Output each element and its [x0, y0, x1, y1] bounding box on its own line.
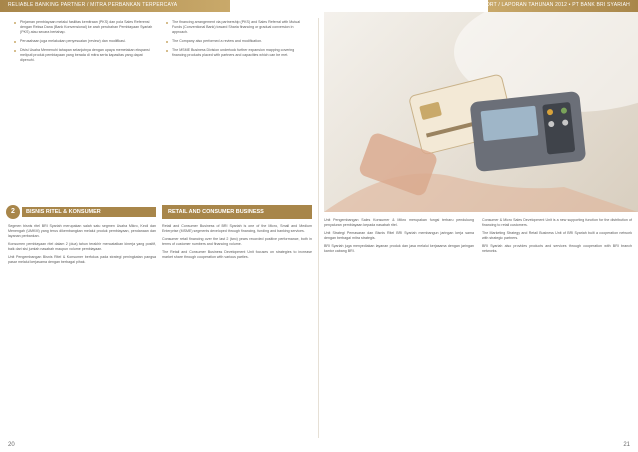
page-number-left: 20	[8, 442, 15, 448]
bullet-item: The financing arrangement via partnership (PKS) and Sales Referral with Mutual Funds (Conventional Bank) toward Sharia financing or gradual conversion in approach.	[166, 20, 306, 35]
section-number: 2	[6, 205, 20, 219]
paragraph: BRI Syariah juga menyediakan layanan produk dan jasa melalui kerjasama dengan jaringan kantor cabang BRI.	[324, 244, 474, 253]
header-right-band	[452, 0, 638, 12]
section-header-left	[6, 205, 156, 219]
bullet-item: Perusahaan juga melakukan penyesuaian (review) dan modifikasi.	[14, 39, 154, 44]
top-bullets-right	[166, 20, 306, 62]
paragraph: Consumer retail financing over the last 2 (two) years recorded positive performance, both in terms of customer numbers and financing volume.	[162, 237, 312, 246]
photo-illustration	[324, 12, 638, 212]
header-left-band	[0, 0, 230, 12]
body-left	[8, 224, 156, 268]
paragraph: Retail and Consumer Business of BRI Syariah is one of the Micro, Small and Medium Enterprise (MSME) segments developed through financing, funding and banking services.	[162, 224, 312, 233]
paragraph: The Retail and Consumer Business Development Unit focuses on strategies to increase market share through cooperation with various parties.	[162, 250, 312, 259]
section-title-left: BISNIS RITEL & KONSUMER	[26, 209, 101, 215]
top-bullets-left	[14, 20, 154, 67]
section-bar	[22, 207, 156, 217]
paragraph: Consumer & Micro Sales Development Unit is a new supporting function for the distribution of financing to retail customers.	[482, 218, 632, 227]
bullet-item: The MSME Business Division undertook further expansion mapping covering financing products placed with partners and capacities which can be met.	[166, 48, 306, 58]
paragraph: The Marketing Strategy and Retail Business Unit of BRI Syariah built a cooperation network with strategic partners.	[482, 231, 632, 240]
page-gutter	[318, 18, 319, 438]
header-right-title: ANNUAL REPORT / LAPORAN TAHUNAN 2012 • PT BANK BRI SYARIAH	[452, 2, 630, 8]
page-number-right: 21	[623, 442, 630, 448]
bullet-item: Pinjaman pembiayaan melalui fasilitas kemitraan (PKS) dan pola Sales Referensi dengan Reksa Dana (Bank Konvensional) ke arah perubahan Pembiayaan Syariah (PKS) atau secara bertahap.	[14, 20, 154, 35]
paragraph: Unit Pengembangan Sales Konsumer & Mikro merupakan fungsi terbaru pendukung penyaluran pembiayaan kepada nasabah ritel.	[324, 218, 474, 227]
paragraph: BRI Syariah also provides products and services through cooperation with BRI branch networks.	[482, 244, 632, 253]
bullet-item: Divisi Usaha Memenuhi tahapan selanjutnya dengan upaya memetakan ekspansi meliputi produk pembiayaan yang berada di mitra serta kapasitas yang dapat dipenuhi.	[14, 48, 154, 63]
paragraph: Segmen bisnis ritel BRI Syariah merupakan salah satu segmen Usaha Mikro, Kecil dan Menengah (UMKM) yang terus dikembangkan melalui produk pembiayaan, pendanaan dan layanan perbankan.	[8, 224, 156, 238]
right-body-en	[482, 218, 632, 257]
photo-card-terminal	[324, 12, 638, 212]
section-title-right: RETAIL AND CONSUMER BUSINESS	[168, 209, 264, 215]
right-body-id	[324, 218, 474, 257]
bullet-item: The Company also performed a review and modification.	[166, 39, 306, 44]
section-header-right	[162, 205, 312, 219]
paragraph: Unit Strategi Pemasaran dan Bisnis Ritel BRI Syariah membangun jaringan kerja sama dengan berbagai mitra strategis.	[324, 231, 474, 240]
body-middle	[162, 224, 312, 263]
paragraph: Konsumen pembiayaan ritel dalam 2 (dua) tahun terakhir mencatatkan kinerja yang positif, baik dari sisi jumlah nasabah maupun volume pembiayaan.	[8, 242, 156, 251]
paragraph: Unit Pengembangan Bisnis Ritel & Konsumer berfokus pada strategi peningkatan pangsa pasar melalui kerjasama dengan berbagai pihak.	[8, 255, 156, 264]
header-left-title: RELIABLE BANKING PARTNER / MITRA PERBANKAN TERPERCAYA	[8, 2, 178, 8]
